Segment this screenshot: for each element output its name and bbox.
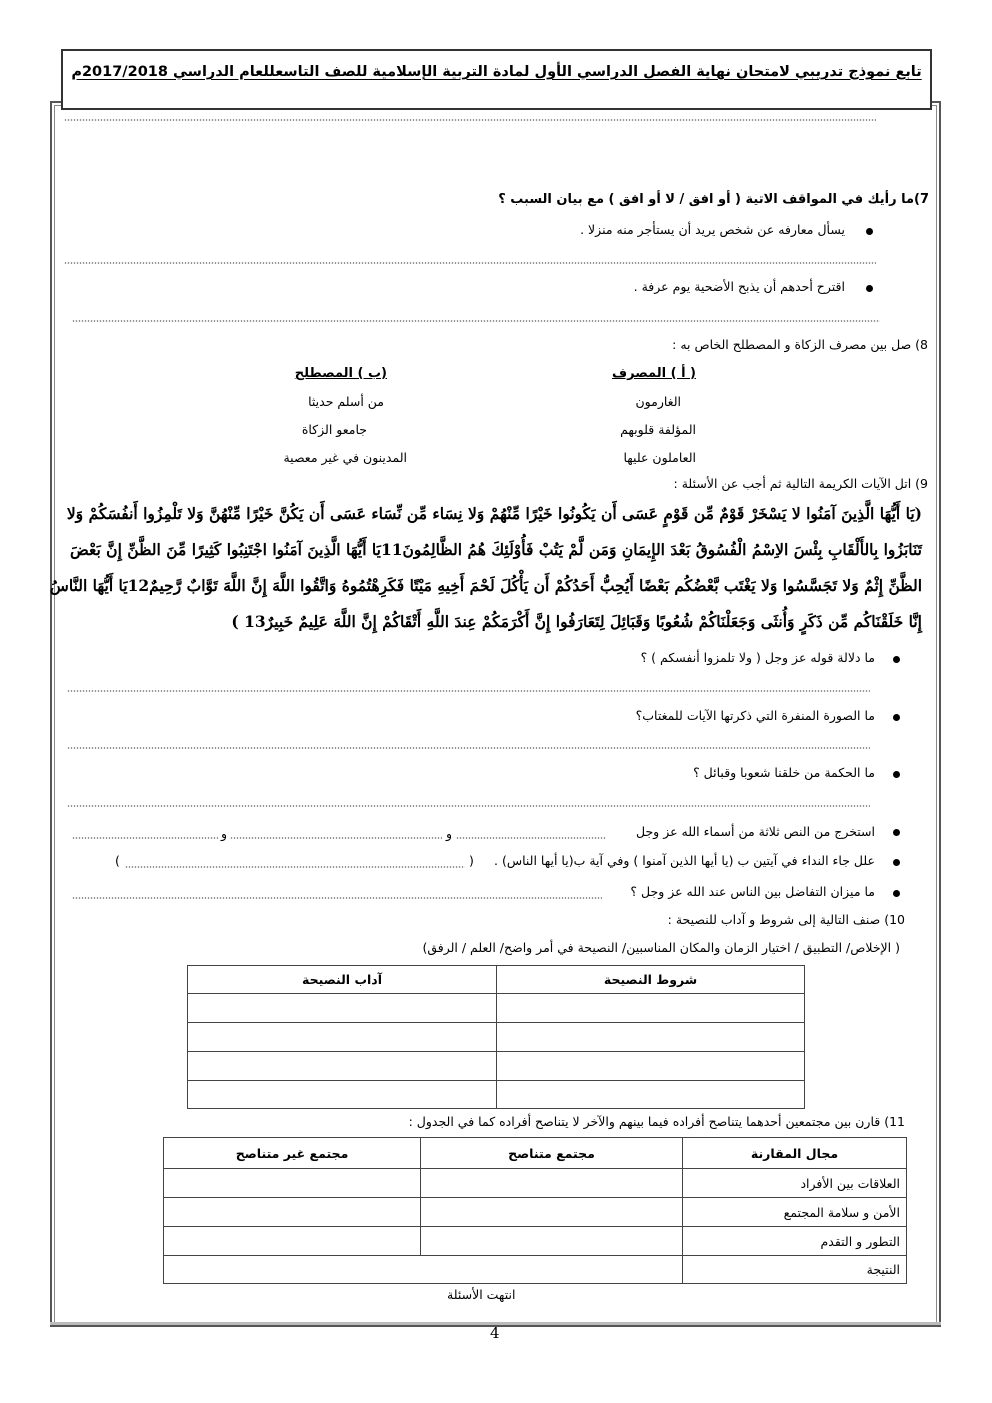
table-row (164, 1227, 907, 1256)
answer-cell[interactable] (164, 1256, 683, 1284)
answer-cell[interactable] (164, 1169, 421, 1198)
question-9-subquestion: علل جاء النداء في آيتين ب (يا أيها الذين آمنوا ) وفي آية ب(يا أيها الناس) . (494, 853, 875, 868)
bullet-icon (893, 859, 900, 866)
paren-open: ( (469, 853, 474, 868)
question-9-subquestion: ما ميزان التفاضل بين الناس عند الله عز وجل ؟ (630, 884, 875, 899)
question-10-options: ( الإخلاص/ التطبيق / اختيار الزمان والمكان المناسبين/ النصيحة في أمر واضح/ العلم / الرفق) (422, 940, 900, 955)
connector-and: و (221, 826, 228, 841)
question-8-heading: 8) صل بين مصرف الزكاة و المصطلح الخاص به : (672, 337, 928, 352)
society-comparison-table (163, 1137, 907, 1284)
answer-line[interactable] (64, 119, 876, 121)
question-11-heading: 11) قارن بين مجتمعين أحدهما يتناصح أفراده فيما بينهم والآخر لا يتناصح أفراده كما في الجدول : (408, 1114, 905, 1129)
quran-verse-line: (يَا أَيُّهَا الَّذِينَ آمَنُوا لا يَسْخَرْ قَوْمٌ مِّن قَوْمٍ عَسَى أَن يَكُونُوا خَيْرًا مِّنْهُمْ وَلا نِسَاء مِّن نِّسَاء عَسَى أَن يَكُنَّ خَيْرًا مِّنْهُنَّ وَلا تَلْمِزُوا أَنفُسَكُمْ وَلا (66, 504, 922, 523)
answer-cell[interactable] (188, 1023, 497, 1052)
zakat-term: المدينون في غير معصية (283, 450, 407, 465)
column-a-header: ( أ ) المصرف (612, 366, 696, 381)
question-7-item: يسأل معارفه عن شخص يريد أن يستأجر منه منزلا . (580, 222, 845, 237)
question-7-item: اقترح أحدهم أن يذبح الأضحية يوم عرفة . (633, 279, 845, 294)
answer-line[interactable] (72, 897, 602, 899)
comparison-field: العلاقات بين الأفراد (683, 1169, 907, 1198)
bullet-icon (893, 771, 900, 778)
answer-cell[interactable] (188, 1052, 497, 1081)
bullet-icon (893, 714, 900, 721)
answer-line[interactable] (72, 837, 218, 839)
table-header-etiquette: آداب النصيحة (188, 966, 497, 994)
bullet-icon (866, 285, 873, 292)
table-row (188, 1052, 805, 1081)
question-9-subquestion: استخرج من النص ثلاثة من أسماء الله عز وجل (635, 824, 875, 839)
question-9-heading: 9) اتل الآيات الكريمة التالية ثم أجب عن الأسئلة : (673, 476, 928, 491)
answer-line[interactable] (72, 320, 880, 322)
answer-cell[interactable] (164, 1198, 421, 1227)
paren-close: ) (115, 853, 120, 868)
answer-cell[interactable] (497, 1052, 805, 1081)
table-header-comparison-field: مجال المقارنة (683, 1138, 907, 1169)
question-10-heading: 10) صنف التالية إلى شروط و آداب للنصيحة : (667, 912, 905, 927)
zakat-term: من أسلم حديثا (308, 394, 384, 409)
question-9-subquestion: ما الحكمة من خلقنا شعوبا وقبائل ؟ (693, 765, 875, 780)
zakat-term: جامعو الزكاة (301, 422, 367, 437)
answer-line[interactable] (67, 690, 870, 692)
table-row (188, 1023, 805, 1052)
answer-cell[interactable] (164, 1227, 421, 1256)
zakat-recipient: العاملون عليها (623, 450, 696, 465)
answer-cell[interactable] (188, 994, 497, 1023)
page-number: 4 (490, 1324, 500, 1342)
quran-verse-line-last: إِنَّا خَلَقْنَاكُم مِّن ذَكَرٍ وَأُنثَى وَجَعَلْنَاكُمْ شُعُوبًا وَقَبَائِلَ لِتَعَارَفُوا إِنَّ أَكْرَمَكُمْ عِندَ اللَّهِ أَتْقَاكُمْ إِنَّ اللَّهَ عَلِيمٌ خَبِيرٌ13 ) (231, 612, 922, 631)
end-of-questions: انتهت الأسئلة (447, 1287, 516, 1302)
table-row (164, 1169, 907, 1198)
comparison-field: التطور و التقدم (683, 1227, 907, 1256)
comparison-field: النتيجة (683, 1256, 907, 1284)
table-row (164, 1198, 907, 1227)
answer-line[interactable] (67, 747, 870, 749)
question-9-subquestion: ما الصورة المنفرة التي ذكرتها الآيات للمغتاب؟ (635, 708, 875, 723)
answer-cell[interactable] (497, 994, 805, 1023)
bullet-icon (893, 890, 900, 897)
answer-cell[interactable] (421, 1198, 683, 1227)
bullet-icon (866, 228, 873, 235)
connector-and: و (446, 826, 453, 841)
quran-verse-line: الظَّنِّ إِثْمٌ وَلا تَجَسَّسُوا وَلا يَغْتَب بَّعْضُكُم بَعْضًا أَيُحِبُّ أَحَدُكُمْ أَن يَأْكُلَ لَحْمَ أَخِيهِ مَيْتًا فَكَرِهْتُمُوهُ وَاتَّقُوا اللَّهَ إِنَّ اللَّهَ تَوَّابٌ رَّحِيمٌ12يَا أَيُّهَا النَّاسُ (49, 576, 922, 595)
table-header-non-advising-society: مجتمع غير متناصح (164, 1138, 421, 1169)
zakat-recipient: الغارمون (635, 394, 681, 409)
advice-classification-table (187, 965, 805, 1109)
answer-line[interactable] (230, 837, 442, 839)
answer-cell[interactable] (188, 1081, 497, 1109)
answer-cell[interactable] (421, 1169, 683, 1198)
question-9-subquestion: ما دلالة قوله عز وجل ( ولا تلمزوا أنفسكم ) ؟ (640, 650, 875, 665)
comparison-field: الأمن و سلامة المجتمع (683, 1198, 907, 1227)
answer-line[interactable] (64, 262, 876, 264)
table-row (188, 994, 805, 1023)
table-header-advising-society: مجتمع متناصح (421, 1138, 683, 1169)
answer-cell[interactable] (497, 1081, 805, 1109)
bullet-icon (893, 829, 900, 836)
table-row (164, 1256, 907, 1284)
answer-cell[interactable] (497, 1023, 805, 1052)
question-7-heading: 7)ما رأيك في المواقف الاتية ( أو افق / لا أو افق ) مع بيان السبب ؟ (498, 192, 929, 207)
quran-verse-line: تَنَابَزُوا بِالأَلْقَابِ بِئْسَ الاِسْمُ الْفُسُوقُ بَعْدَ الإِيمَانِ وَمَن لَّمْ يَتُبْ فَأُوْلَئِكَ هُمُ الظَّالِمُونَ11يَا أَيُّهَا الَّذِينَ آمَنُوا اجْتَنِبُوا كَثِيرًا مِّنَ الظَّنِّ إِنَّ بَعْضَ (70, 540, 922, 559)
column-b-header: (ب ) المصطلح (294, 366, 387, 381)
answer-line[interactable] (67, 805, 870, 807)
table-header-conditions: شروط النصيحة (497, 966, 805, 994)
zakat-recipient: المؤلفة قلوبهم (620, 422, 696, 437)
answer-line[interactable] (456, 837, 606, 839)
answer-cell[interactable] (421, 1227, 683, 1256)
title-box (61, 49, 932, 110)
answer-line[interactable] (125, 866, 465, 868)
exam-title: تابع نموذج تدريبي لامتحان نهاية الفصل الدراسي الأول لمادة التربية الإسلامية للصف التاسعللعام الدراسي 2017/2018م (71, 64, 922, 80)
table-row (188, 1081, 805, 1109)
bullet-icon (893, 656, 900, 663)
